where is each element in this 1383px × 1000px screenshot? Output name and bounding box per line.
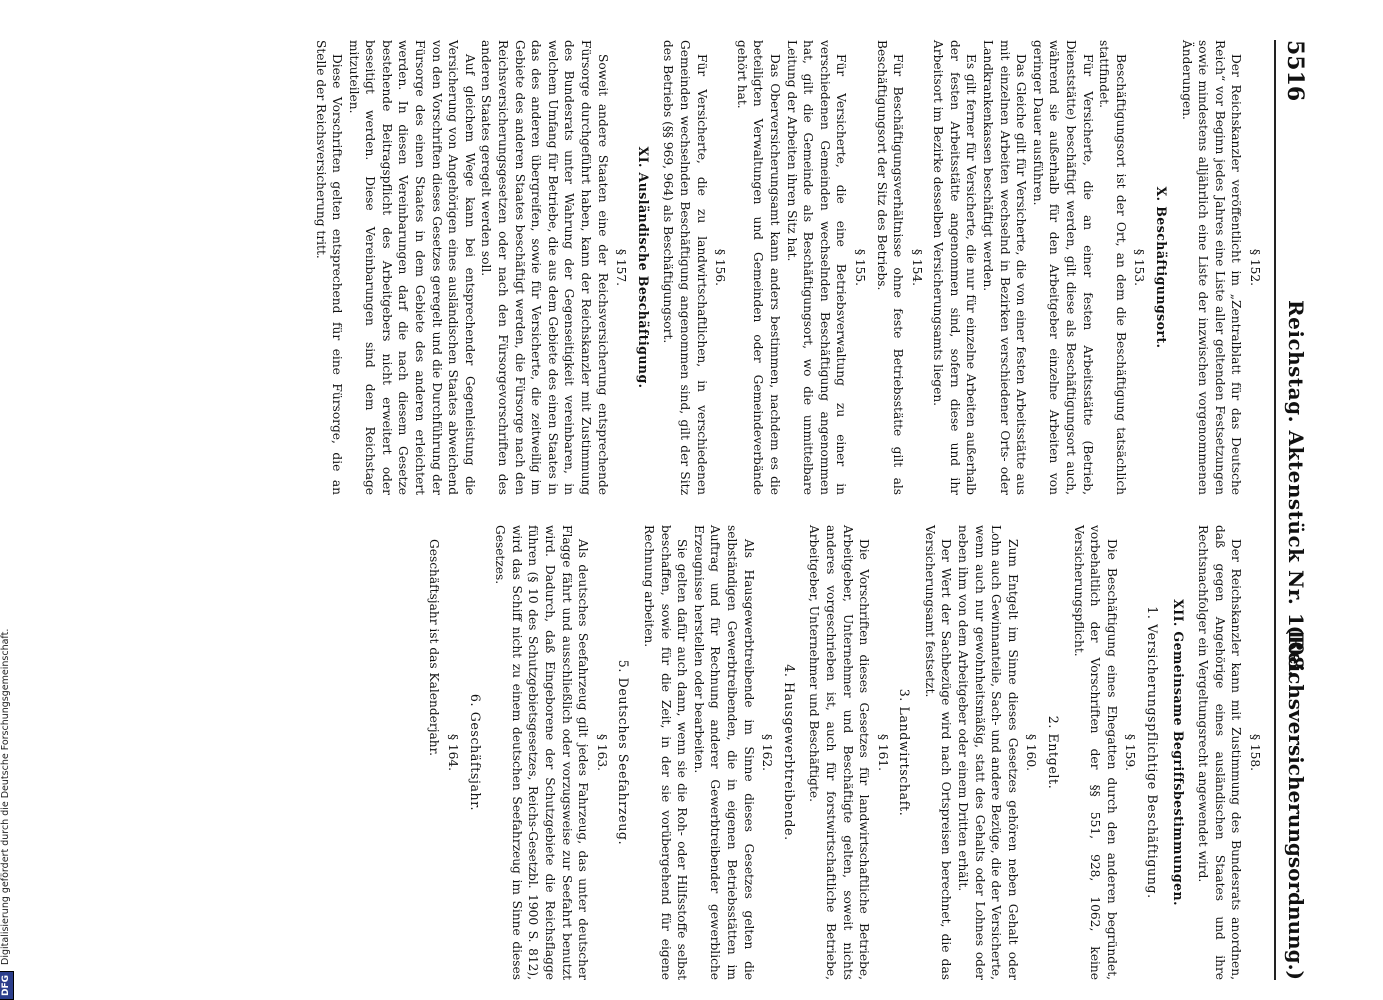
section-159-heading: § 159. <box>1123 733 1138 772</box>
digitization-credit <box>0 0 14 1000</box>
section-153-para-3: Das Gleiche gilt für Versicherte, die von einer festen Arbeitsstätte aus mit einzelnen Arbeiten wechselnd in Bezirken verschiedener Orts- oder Landkrankenkassen beschäftigt werden. <box>981 40 1029 495</box>
section-155-heading: § 155. <box>852 248 867 287</box>
section-153-para-2: Für Versicherte, die an einer festen Arbeitsstätte (Betrieb, Dienststätte) beschäftigt werden, gilt diese als Beschäftigungsort auch, während sie außerhalb für den Arbeitgeber einzelne Arbeiten von geringer Dauer ausführen. <box>1030 40 1095 495</box>
section-157-para-1: Soweit andere Staaten eine der Reichsversicherung entsprechende Fürsorge durchgeführt haben, kann der Reichskanzler mit Zustimmung des Bundesrats unter Wahrung der Gegenseitigkeit vereinbaren, in welchem Umfang für Betriebe, die aus dem Gebiete des einen Staates in das des anderen übergreifen, sowie für Versicherte, die zeitweilig im Gebiete des anderen Staates beschäftigt werden, die Fürsorge nach den Reichsversicherungsgesetzen oder nach den Fürsorgevorschriften des anderen Staates geregelt werden soll. <box>479 40 610 495</box>
section-156-heading: § 156. <box>713 248 728 287</box>
subheading-2: 2. Entgelt. <box>1046 715 1062 790</box>
section-152-text: Der Reichskanzler veröffentlicht im „Zentralblatt für das Deutsche Reich“ vor Beginn jedes Jahres eine Liste aller geltenden Festsetzungen sowie mindestens alljährlich eine Liste der inzwischen vorgenommenen Änderungen. <box>1179 40 1244 495</box>
subheading-5: 5. Deutsches Seefahrzeug. <box>616 659 632 846</box>
section-159-text: Die Beschäftigung eines Ehegatten durch den anderen begründet, vorbehaltlich der Vorschriften der §§ 551, 928, 1062, keine Versicherungspflicht. <box>1071 525 1119 980</box>
section-155-para-1: Für Versicherte, die eine Betriebsverwaltung zu einer in verschiedenen Gemeinden wechselnden Beschäftigung angenommen hat, gilt die Gemeinde als Beschäftigungsort, wo die unmittelbare Leitung der Arbeiten ihren Sitz hat. <box>784 40 849 495</box>
section-162-para-1: Als Hausgewerbtreibende im Sinne dieses Gesetzes gelten die selbständigen Gewerbtreibenden, die in eigenen Betriebsstätten im Auftrag und für Rechnung anderer Gewerbtreibender gewerbliche Erzeugnisse herstellen oder bearbeiten. <box>691 525 756 980</box>
section-154-heading: § 154. <box>909 248 924 287</box>
page-number: 5516 <box>1282 40 1308 102</box>
section-164-text: Geschäftsjahr ist das Kalenderjahr. <box>427 539 442 756</box>
subheading-6: 6. Geschäftsjahr. <box>467 693 483 812</box>
section-154-text: Für Beschäftigungsverhältnisse ohne feste Betriebsstätte gilt als Beschäftigungsort der Sitz des Betriebs. <box>874 40 906 495</box>
section-157-heading: § 157. <box>614 248 629 287</box>
section-153-para-1: Beschäftigungsort ist der Ort, an dem die Beschäftigung tatsächlich stattfindet. <box>1097 40 1128 495</box>
page-header-title: Reichstag. Aktenstück Nr. 1108. <box>1284 300 1308 678</box>
page-header <box>1274 40 1310 980</box>
section-152-heading: § 152. <box>1248 248 1262 287</box>
right-column <box>426 525 1268 980</box>
section-160-para-1: Zum Entgelt im Sinne dieses Gesetzes gehören neben Gehalt oder Lohn auch Gewinnanteile, Sach- und andere Bezüge, die der Versicherte, wenn auch nur gewohnheitsmäßig, statt des Gehalts oder Lohnes oder neben ihm von dem Arbeitgeber oder einem Dritten erhält. <box>956 525 1020 980</box>
section-155-para-2: Das Oberversicherungsamt kann anders bestimmen, nachdem es die beteiligten Verwaltungen und Gemeinden oder Gemeindeverbände gehört hat. <box>734 40 782 495</box>
chapter-xii-heading: XII. Gemeinsame Begriffsbestimmungen. <box>1170 599 1186 906</box>
section-157-para-3: Diese Vorschriften gelten entsprechend für eine Fürsorge, die an Stelle der Reichsversicherung tritt. <box>313 40 345 495</box>
section-161-text: Die Vorschriften dieses Gesetzes für landwirtschaftliche Betriebe, Arbeitgeber, Unternehmer und Beschäftigte gelten, soweit nichts anderes vorgeschrieben ist, auch für forstwirtschaftliche Betriebe, Arbeitgeber, Unternehmer und Beschäftigte. <box>807 525 872 980</box>
section-162-para-2: Sie gelten dafür auch dann, wenn sie die Roh- oder Hilfsstoffe selbst beschaffen, sowie für die Zeit, in der sie vorübergehend für eigene Rechnung arbeiten. <box>642 525 690 980</box>
subheading-1: 1. Versicherungspflichtige Beschäftigung. <box>1145 606 1161 899</box>
dfg-logo-icon: DFG <box>0 971 14 1000</box>
digitization-credit-text: Digitalisierung gefördert durch die Deutsche Forschungsgemeinschaft. <box>0 628 11 965</box>
section-163-heading: § 163. <box>594 733 609 772</box>
subheading-4: 4. Hausgewerbtreibende. <box>781 664 797 841</box>
section-153-para-4: Es gilt ferner für Versicherte, die nur für einzelne Arbeiten außerhalb der festen Arbeitsstätte angenommen sind, sofern diese und ihr Arbeitsort im Bezirke desselben Versicherungsamts liegen. <box>931 40 979 495</box>
section-160-para-2: Der Wert der Sachbezüge wird nach Ortspreisen berechnet, die das Versicherungsamt festsetzt. <box>922 525 954 980</box>
section-156-text: Für Versicherte, die zu landwirtschaftlichen, in verschiedenen Gemeinden wechselnden Beschäftigung angenommen sind, gilt der Sitz des Betriebs (§§ 969, 964) als Beschäftigungsort. <box>661 40 709 495</box>
section-161-heading: § 161. <box>875 733 890 772</box>
chapter-xi-heading: XI. Ausländische Beschäftigung. <box>635 146 651 389</box>
section-164-heading: § 164. <box>446 733 461 772</box>
page-header-subtitle: (Reichsversicherungsordnung.) <box>1284 625 1308 980</box>
chapter-x-heading: X. Beschäftigungsort. <box>1154 186 1170 349</box>
subheading-3: 3. Landwirtschaft. <box>897 688 913 817</box>
section-157-para-2: Auf gleichem Wege kann bei entsprechender Gegenleistung die Versicherung von Angehörigen eines ausländischen Staates abweichend von den Vorschriften dieses Gesetzes geregelt und die Durchführung der Fürsorge des einen Staates in dem Gebiete des anderen erleichtert werden. In diesen Vereinbarungen darf die nach diesem Gesetze bestehende Beitragspflicht des Arbeitgebers nicht erweitert oder beseitigt werden. Diese Vereinbarungen sind dem Reichstage mitzuteilen. <box>346 40 477 495</box>
rotated-page-content <box>70 40 1310 980</box>
section-162-heading: § 162. <box>760 733 775 772</box>
section-158-text: Der Reichskanzler kann mit Zustimmung des Bundesrats anordnen, daß gegen Angehörige eines ausländischen Staates und ihre Rechtsnachfolger ein Vergeltungsrecht angewendet wird. <box>1196 525 1244 980</box>
section-163-text: Als deutsches Seefahrzeug gilt jedes Fahrzeug, das unter deutscher Flagge fährt und ausschließlich oder vorzugsweise zur Seefahrt benutzt wird. Dadurch, daß Eingeborene der Schutzgebiete die Reichsflagge führen (§ 10 des Schutzgebietsgesetzes, Reichs-Gesetzbl. 1900 S. 812), wird das Schiff nicht zu einem deutschen Seefahrzeug im Sinne dieses Gesetzes. <box>493 525 591 980</box>
left-column <box>312 40 1268 495</box>
section-160-heading: § 160. <box>1024 733 1039 772</box>
section-153-heading: § 153. <box>1132 248 1147 287</box>
section-158-heading: § 158. <box>1248 733 1262 772</box>
